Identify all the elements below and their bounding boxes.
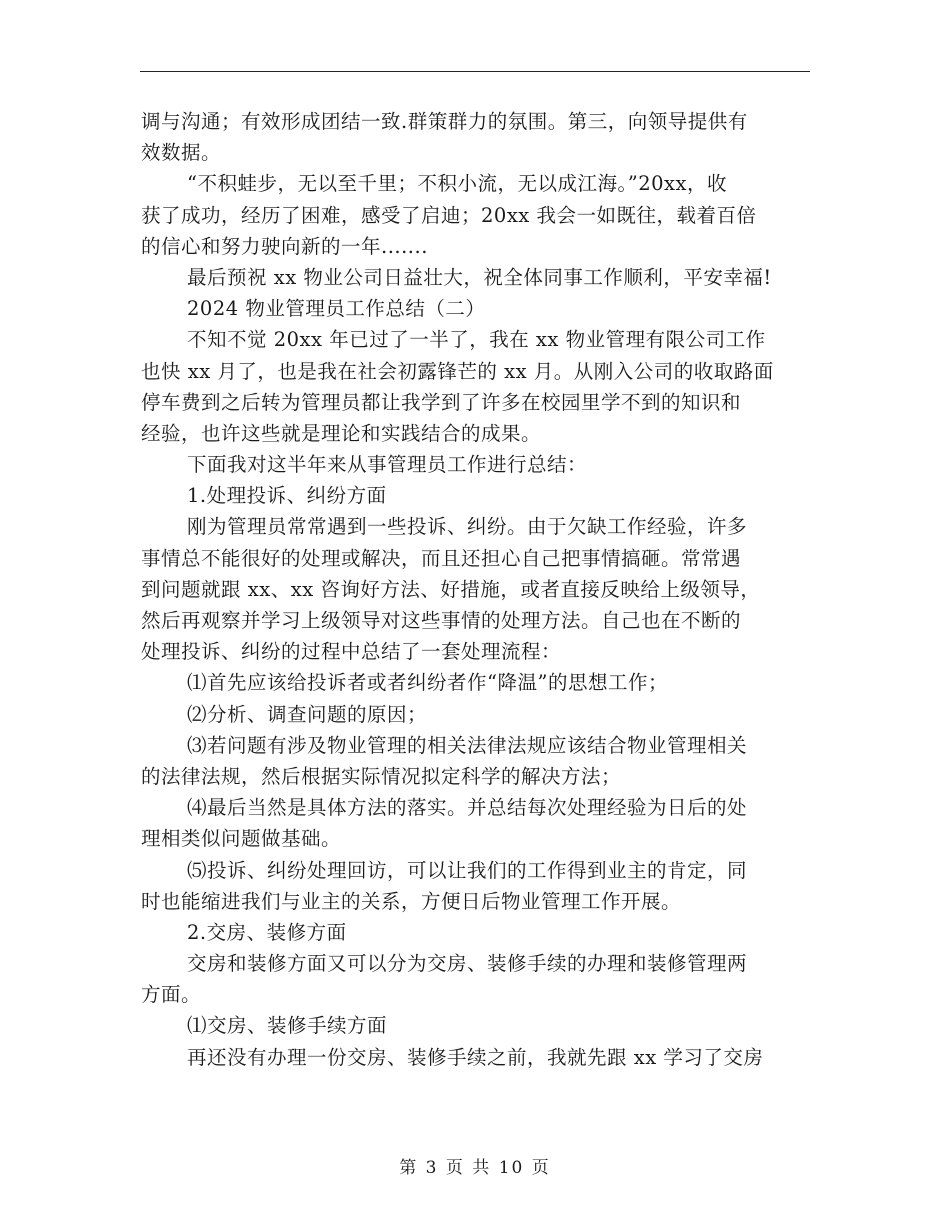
text-line: 事情总不能很好的处理或解决，而且还担心自己把事情搞砸。常常遇 bbox=[141, 546, 742, 570]
text-line: 再还没有办理一份交房、装修手续之前，我就先跟 xx 学习了交房 bbox=[187, 1045, 764, 1069]
list-item: ⑷最后当然是具体方法的落实。并总结每次处理经验为日后的处 bbox=[187, 796, 748, 820]
text-line: 理相类似问题做基础。 bbox=[141, 827, 342, 851]
text-line: 处理投诉、纠纷的过程中总结了一套处理流程： bbox=[141, 640, 562, 664]
text-line: 最后预祝 xx 物业公司日益壮大，祝全体同事工作顺利，平安幸福! bbox=[187, 265, 772, 289]
section-title: 2024 物业管理员工作总结（二） bbox=[187, 297, 486, 321]
text-line: 然后再观察并学习上级领导对这些事情的处理方法。自己也在不断的 bbox=[141, 609, 742, 632]
text-line: 到问题就跟 xx、xx 咨询好方法、好措施，或者直接反映给上级领导， bbox=[141, 577, 761, 601]
text-line: 不知不觉 20xx 年已过了一半了，我在 xx 物业管理有限公司工作 bbox=[187, 328, 766, 352]
text-line: 刚为管理员常常遇到一些投诉、纠纷。由于欠缺工作经验，许多 bbox=[187, 515, 748, 539]
text-line: 的信心和努力驶向新的一年....... bbox=[141, 234, 428, 258]
text-line: 也快 xx 月了，也是我在社会初露锋芒的 xx 月。从刚入公司的收取路面 bbox=[141, 359, 774, 383]
list-item: ⑶若问题有涉及物业管理的相关法律法规应该结合物业管理相关 bbox=[187, 733, 748, 757]
text-line: 的法律法规，然后根据实际情况拟定科学的解决方法； bbox=[141, 764, 622, 788]
document-body bbox=[141, 106, 811, 1073]
list-item: ⑵分析、调查问题的原因； bbox=[187, 702, 428, 726]
list-item: ⑸投诉、纠纷处理回访，可以让我们的工作得到业主的肯定，同 bbox=[187, 858, 748, 882]
subsection-heading: 1.处理投诉、纠纷方面 bbox=[187, 484, 387, 508]
text-line: 交房和装修方面又可以分为交房、装修手续的办理和装修管理两 bbox=[187, 952, 748, 976]
text-line: 调与沟通；有效形成团结一致.群策群力的氛围。第三，向领导提供有 bbox=[141, 110, 748, 133]
list-item: ⑴首先应该给投诉者或者纠纷者作“降温”的思想工作； bbox=[187, 671, 668, 695]
text-line: “不积蛙步，无以至千里；不积小流，无以成江海。”20xx，收 bbox=[187, 172, 727, 196]
text-line: 获了成功，经历了困难，感受了启迪；20xx 我会一如既往，载着百倍 bbox=[141, 203, 757, 227]
text-line: 停车费到之后转为管理员都让我学到了许多在校园里学不到的知识和 bbox=[141, 390, 742, 414]
text-line: 下面我对这半年来从事管理员工作进行总结： bbox=[187, 453, 588, 477]
subsection-heading: 2.交房、装修方面 bbox=[187, 920, 347, 944]
list-item: ⑴交房、装修手续方面 bbox=[187, 1014, 388, 1038]
text-line: 时也能缩进我们与业主的关系，方便日后物业管理工作开展。 bbox=[141, 889, 682, 913]
text-line: 方面。 bbox=[141, 983, 202, 1007]
text-line: 经验，也许这些就是理论和实践结合的成果。 bbox=[141, 421, 542, 445]
header-rule bbox=[140, 71, 810, 72]
page-footer: 第 3 页 共 10 页 bbox=[399, 1158, 551, 1178]
text-line: 效数据。 bbox=[141, 141, 222, 165]
